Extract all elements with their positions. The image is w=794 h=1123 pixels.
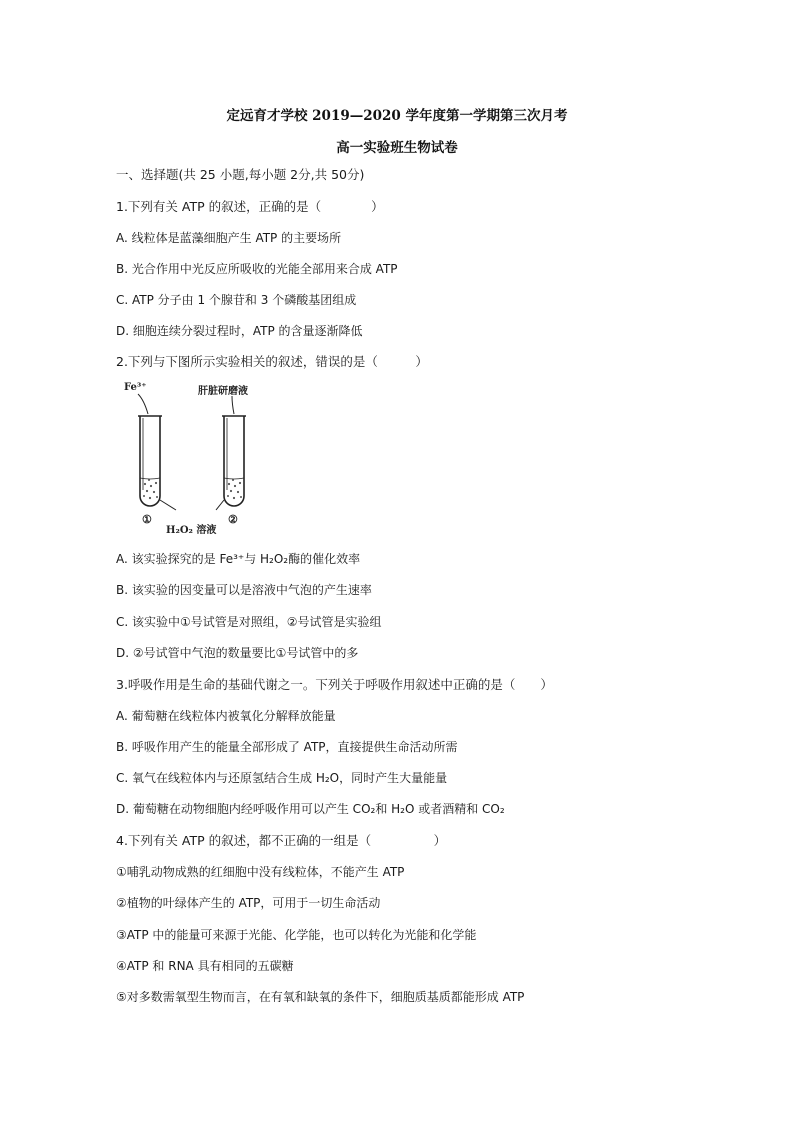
liver-extract-label: 肝脏研磨液 xyxy=(198,386,248,397)
question-4-stem: 4.下列有关 ATP 的叙述，都不正确的一组是（ ） xyxy=(116,833,447,848)
question-3-option-a: A. 葡萄糖在线粒体内被氧化分解释放能量 xyxy=(116,709,336,723)
tube-1-number: ① xyxy=(142,513,152,526)
section-heading: 一、选择题(共 25 小题,每小题 2分,共 50分) xyxy=(116,167,365,182)
exam-subtitle: 高一实验班生物试卷 xyxy=(336,140,458,156)
question-1-option-d: D. 细胞连续分裂过程时，ATP 的含量逐渐降低 xyxy=(116,324,363,338)
exam-title: 定远育才学校 2019—2020 学年度第一学期第三次月考 xyxy=(226,108,568,124)
question-2-option-b: B. 该实验的因变量可以是溶液中气泡的产生速率 xyxy=(116,583,372,597)
question-2-stem: 2.下列与下图所示实验相关的叙述，错误的是（ ） xyxy=(116,354,428,369)
test-tube-figure xyxy=(120,380,280,540)
h2o2-liquid-2 xyxy=(227,479,242,499)
question-3-option-b: B. 呼吸作用产生的能量全部形成了 ATP，直接提供生命活动所需 xyxy=(116,740,458,754)
question-2-option-a: A. 该实验探究的是 Fe³⁺与 H₂O₂酶的催化效率 xyxy=(116,552,361,566)
question-3-option-c: C. 氧气在线粒体内与还原氢结合生成 H₂O，同时产生大量能量 xyxy=(116,771,448,785)
question-3-option-d: D. 葡萄糖在动物细胞内经呼吸作用可以产生 CO₂和 H₂O 或者酒精和 CO₂ xyxy=(116,802,505,816)
question-4-statement-5: ⑤对多数需氧型生物而言，在有氧和缺氧的条件下，细胞质基质都能形成 ATP xyxy=(116,990,525,1004)
question-4-statement-1: ①哺乳动物成熟的红细胞中没有线粒体，不能产生 ATP xyxy=(116,865,405,879)
question-4-statement-3: ③ATP 中的能量可来源于光能、化学能，也可以转化为光能和化学能 xyxy=(116,928,477,942)
question-3-stem: 3.呼吸作用是生命的基础代谢之一。下列关于呼吸作用叙述中正确的是（ ） xyxy=(116,677,553,692)
test-tube-1 xyxy=(138,416,162,506)
question-2-option-d: D. ②号试管中气泡的数量要比①号试管中的多 xyxy=(116,646,359,660)
question-1-stem: 1.下列有关 ATP 的叙述，正确的是（ ） xyxy=(116,199,384,214)
question-4-statement-2: ②植物的叶绿体产生的 ATP，可用于一切生命活动 xyxy=(116,896,381,910)
question-2-option-c: C. 该实验中①号试管是对照组，②号试管是实验组 xyxy=(116,615,382,629)
h2o2-liquid-1 xyxy=(143,479,158,499)
fe3-label: Fe³⁺ xyxy=(124,382,147,393)
question-1-option-c: C. ATP 分子由 1 个腺苷和 3 个磷酸基团组成 xyxy=(116,293,357,307)
question-1-option-a: A. 线粒体是蓝藻细胞产生 ATP 的主要场所 xyxy=(116,231,342,245)
test-tube-2 xyxy=(222,416,246,506)
question-4-statement-4: ④ATP 和 RNA 具有相同的五碳糖 xyxy=(116,959,294,973)
question-1-option-b: B. 光合作用中光反应所吸收的光能全部用来合成 ATP xyxy=(116,262,398,276)
tube-2-number: ② xyxy=(228,513,238,526)
h2o2-solution-label: H₂O₂ 溶液 xyxy=(166,525,217,536)
